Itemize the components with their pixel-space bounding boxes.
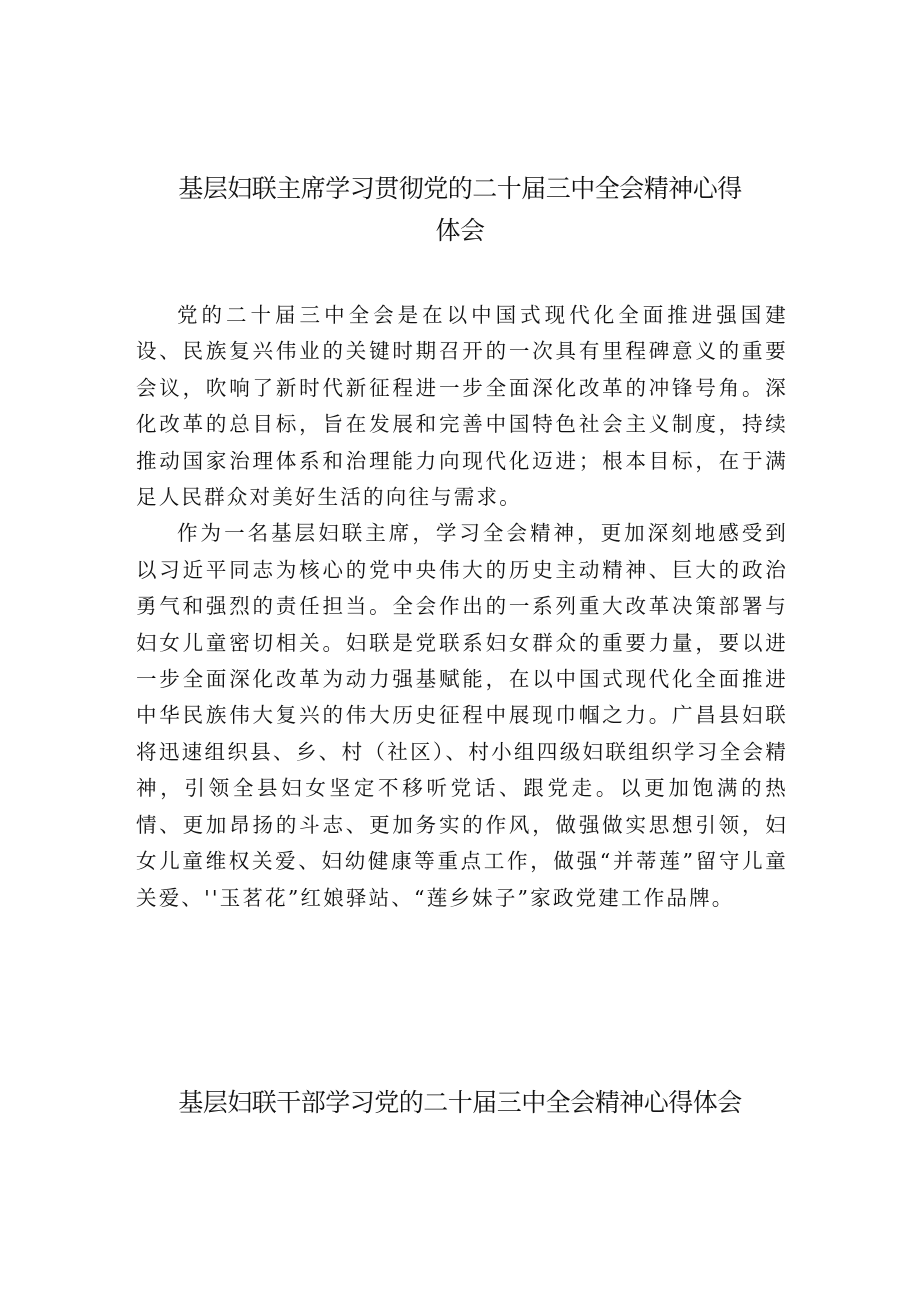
document-body [136, 297, 788, 916]
paragraph-2: 作为一名基层妇联主席，学习全会精神，更加深刻地感受到以习近平同志为核心的党中央伟大的历史主动精神、巨大的政治勇气和强烈的责任担当。全会作出的一系列重大改革决策部署与妇女儿童密切相关。妇联是党联系妇女群众的重要力量，要以进一步全面深化改革为动力强基赋能，在以中国式现代化全面推进中华民族伟大复兴的伟大历史征程中展现巾帼之力。广昌县妇联将迅速组织县、乡、村（社区）、村小组四级妇联组织学习全会精神，引领全县妇女坚定不移听党话、跟党走。以更加饱满的热情、更加昂扬的斗志、更加务实的作风，做强做实思想引领，妇女儿童维权关爱、妇幼健康等重点工作，做强“并蒂莲”留守儿童关爱、''玉茗花”红娘驿站、“莲乡妹子”家政党建工作品牌。 [136, 521, 788, 910]
document-title [136, 168, 784, 252]
title-line-2: 体会 [435, 216, 485, 245]
second-article-title: 基层妇联干部学习党的二十届三中全会精神心得体会 [178, 1088, 742, 1117]
paragraph-1: 党的二十届三中全会是在以中国式现代化全面推进强国建设、民族复兴伟业的关键时期召开的一次具有里程碑意义的重要会议，吹响了新时代新征程进一步全面深化改革的冲锋号角。深化改革的总目标，旨在发展和完善中国特色社会主义制度，持续推动国家治理体系和治理能力向现代化迈进；根本目标，在于满足人民群众对美好生活的向往与需求。 [136, 303, 788, 510]
title-line-1: 基层妇联主席学习贯彻党的二十届三中全会精神心得 [178, 174, 742, 203]
